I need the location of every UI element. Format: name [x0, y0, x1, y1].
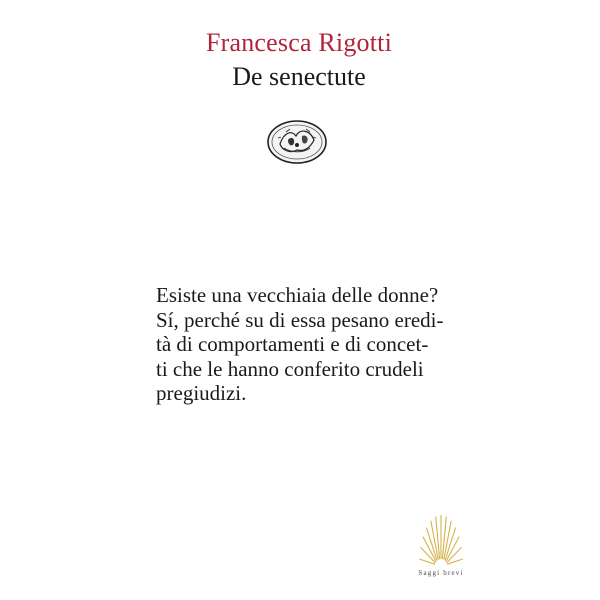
blurb-line: Esiste una vecchiaia delle donne? — [156, 283, 439, 307]
sun-ray — [442, 517, 446, 560]
blurb-line: tà di comportamenti e di concet- — [156, 332, 429, 356]
back-cover-blurb — [156, 283, 456, 406]
series-label: Saggi brevi — [418, 569, 464, 577]
publisher-emblem-icon — [266, 118, 328, 166]
blurb-line: pregiudizi. — [156, 381, 247, 405]
sun-ray — [436, 517, 440, 560]
blurb-line: ti che le hanno conferito crudeli — [156, 356, 424, 381]
blurb-line: Sí, perché su di essa pesano eredi- — [156, 307, 444, 332]
author-name: Francesca Rigotti — [205, 28, 393, 57]
book-title: De senectute — [232, 62, 366, 91]
book-cover — [126, 0, 472, 600]
